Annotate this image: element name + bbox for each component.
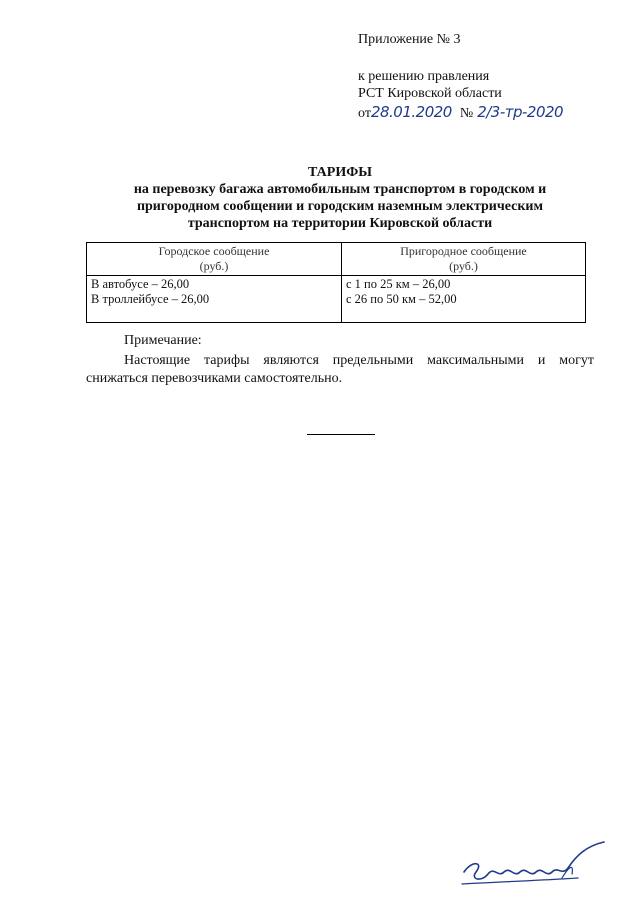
appendix-date-number-line	[358, 104, 563, 122]
end-rule	[307, 434, 375, 435]
note-label: Примечание:	[124, 333, 202, 348]
tariff-1-25-km: с 1 по 25 км – 26,00	[346, 277, 451, 291]
number-sign: №	[459, 106, 474, 121]
title-main: ТАРИФЫ	[308, 165, 372, 180]
table-header-row	[87, 243, 586, 276]
header-suburban	[342, 243, 586, 276]
appendix-title: Приложение № 3	[358, 32, 461, 47]
header-city-unit: (руб.)	[199, 259, 229, 273]
note-text: Настоящие тарифы являются предельными максимальными и могут снижаться перевозчиками самостоятельно.	[86, 353, 594, 386]
title-line-1: на перевозку багажа автомобильным транспортом в городском и	[133, 182, 547, 197]
document-title	[60, 164, 620, 232]
tariff-trolleybus: В троллейбусе – 26,00	[91, 292, 210, 306]
header-city-label: Городское сообщение	[158, 244, 270, 258]
city-tariffs-cell	[87, 276, 342, 323]
header-suburban-unit: (руб.)	[449, 259, 478, 273]
handwritten-number: 2/3-тр-2020	[477, 103, 564, 121]
tariff-bus: В автобусе – 26,00	[91, 277, 190, 291]
tariff-26-50-km: с 26 по 50 км – 52,00	[346, 292, 457, 306]
title-line-3: транспортом на территории Кировской области	[187, 216, 493, 231]
header-city	[87, 243, 342, 276]
appendix-decision-line: к решению правления	[358, 69, 490, 84]
signature	[458, 838, 608, 898]
table-row	[87, 276, 586, 323]
handwritten-date: 28.01.2020	[370, 103, 452, 121]
appendix-organization-line: РСТ Кировской области	[358, 86, 502, 101]
header-suburban-label: Пригородное сообщение	[400, 244, 527, 258]
title-line-2: пригородном сообщении и городским наземным электрическим	[136, 199, 544, 214]
tariffs-table	[86, 242, 586, 323]
suburban-tariffs-cell	[342, 276, 586, 323]
date-prefix: от	[358, 106, 371, 121]
